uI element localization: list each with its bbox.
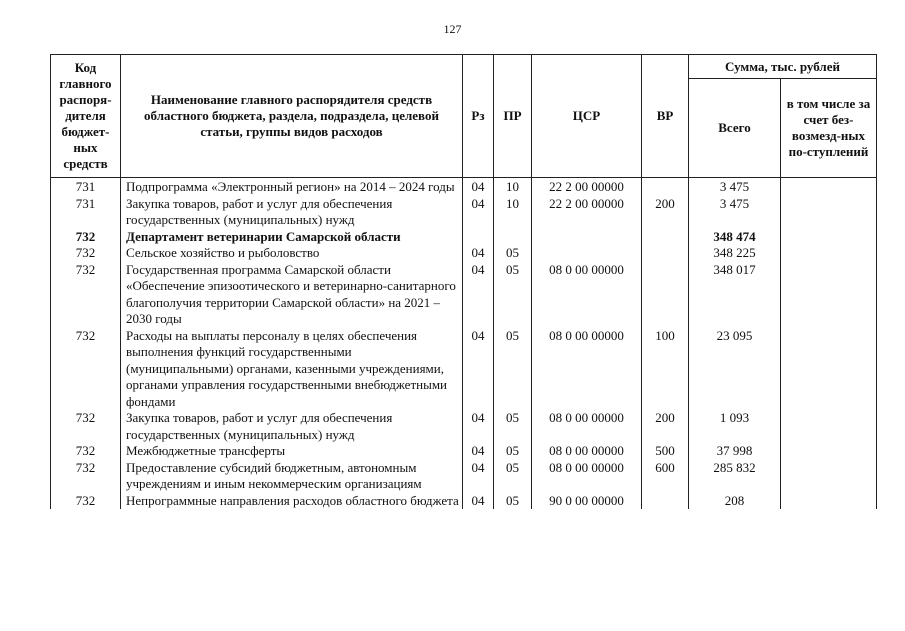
header-csr: ЦСР <box>532 55 642 178</box>
header-code: Код главного распоря-дителя бюджет-ных средств <box>51 55 121 178</box>
row-name: Сельское хозяйство и рыболовство <box>121 245 463 262</box>
row-csr: 22 2 00 00000 <box>532 196 642 229</box>
row-pr: 10 <box>494 178 532 196</box>
table-row <box>51 493 877 510</box>
row-vr <box>642 178 689 196</box>
header-pr: ПР <box>494 55 532 178</box>
row-code: 732 <box>51 410 121 443</box>
row-csr: 08 0 00 00000 <box>532 443 642 460</box>
row-pr: 05 <box>494 460 532 493</box>
row-code: 732 <box>51 443 121 460</box>
table-row <box>51 328 877 411</box>
row-csr <box>532 245 642 262</box>
row-vr: 600 <box>642 460 689 493</box>
table-row <box>51 460 877 493</box>
row-total: 37 998 <box>689 443 781 460</box>
row-code: 732 <box>51 245 121 262</box>
row-vr <box>642 229 689 246</box>
table-row <box>51 410 877 443</box>
row-vr: 100 <box>642 328 689 411</box>
row-pr: 05 <box>494 328 532 411</box>
row-vr: 200 <box>642 196 689 229</box>
row-code: 732 <box>51 460 121 493</box>
row-csr: 08 0 00 00000 <box>532 262 642 328</box>
row-name: Подпрограмма «Электронный регион» на 2014 – 2024 годы <box>121 178 463 196</box>
row-pr: 05 <box>494 410 532 443</box>
row-vr <box>642 262 689 328</box>
row-vr: 200 <box>642 410 689 443</box>
row-vr <box>642 493 689 510</box>
row-csr: 90 0 00 00000 <box>532 493 642 510</box>
row-code: 732 <box>51 328 121 411</box>
table-row <box>51 443 877 460</box>
row-vr <box>642 245 689 262</box>
row-pr: 05 <box>494 443 532 460</box>
row-pr <box>494 229 532 246</box>
row-rz: 04 <box>463 460 494 493</box>
table-row <box>51 178 877 196</box>
row-code: 732 <box>51 493 121 510</box>
header-total: Всего <box>689 79 781 178</box>
row-total: 208 <box>689 493 781 510</box>
row-code: 731 <box>51 178 121 196</box>
row-pr: 05 <box>494 493 532 510</box>
row-name: Закупка товаров, работ и услуг для обеспечения государственных (муниципальных) нужд <box>121 410 463 443</box>
row-total: 348 225 <box>689 245 781 262</box>
table-row <box>51 229 877 246</box>
row-name: Департамент ветеринарии Самарской области <box>121 229 463 246</box>
row-name: Непрограммные направления расходов областного бюджета <box>121 493 463 510</box>
header-vr: ВР <box>642 55 689 178</box>
row-incl <box>781 493 877 510</box>
row-rz: 04 <box>463 196 494 229</box>
row-incl <box>781 443 877 460</box>
row-rz: 04 <box>463 443 494 460</box>
row-name: Государственная программа Самарской области «Обеспечение эпизоотического и ветеринарно-санитарного благополучия территории Самарской области» на 2021 – 2030 годы <box>121 262 463 328</box>
row-name: Предоставление субсидий бюджетным, автономным учреждениям и иным некоммерческим организациям <box>121 460 463 493</box>
row-vr: 500 <box>642 443 689 460</box>
row-pr: 05 <box>494 245 532 262</box>
row-csr: 22 2 00 00000 <box>532 178 642 196</box>
row-pr: 05 <box>494 262 532 328</box>
row-total: 3 475 <box>689 178 781 196</box>
row-total: 1 093 <box>689 410 781 443</box>
header-incl: в том числе за счет без-возмезд-ных по-ступлений <box>781 79 877 178</box>
row-total: 348 017 <box>689 262 781 328</box>
row-incl <box>781 410 877 443</box>
row-incl <box>781 460 877 493</box>
row-code: 732 <box>51 229 121 246</box>
row-code: 732 <box>51 262 121 328</box>
row-incl <box>781 196 877 229</box>
row-code: 731 <box>51 196 121 229</box>
table-row <box>51 245 877 262</box>
row-csr: 08 0 00 00000 <box>532 328 642 411</box>
row-name: Межбюджетные трансферты <box>121 443 463 460</box>
table-body <box>51 178 877 510</box>
table-row <box>51 196 877 229</box>
row-csr <box>532 229 642 246</box>
row-rz: 04 <box>463 178 494 196</box>
row-total: 348 474 <box>689 229 781 246</box>
row-rz: 04 <box>463 245 494 262</box>
row-csr: 08 0 00 00000 <box>532 410 642 443</box>
header-rz: Рз <box>463 55 494 178</box>
row-total: 23 095 <box>689 328 781 411</box>
row-total: 285 832 <box>689 460 781 493</box>
budget-table <box>50 54 877 509</box>
table-row <box>51 262 877 328</box>
header-sum: Сумма, тыс. рублей <box>689 55 877 79</box>
page-number: 127 <box>443 22 462 36</box>
row-name: Закупка товаров, работ и услуг для обеспечения государственных (муниципальных) нужд <box>121 196 463 229</box>
header-name: Наименование главного распорядителя средств областного бюджета, раздела, подраздела, целевой статьи, группы видов расходов <box>121 55 463 178</box>
row-incl <box>781 328 877 411</box>
row-incl <box>781 262 877 328</box>
row-total: 3 475 <box>689 196 781 229</box>
row-incl <box>781 178 877 196</box>
row-rz: 04 <box>463 410 494 443</box>
row-rz <box>463 229 494 246</box>
row-name: Расходы на выплаты персоналу в целях обеспечения выполнения функций государственными (муниципальными) органами, казенными учреждениями, органами управления государственными внебюджетными фондами <box>121 328 463 411</box>
row-rz: 04 <box>463 328 494 411</box>
row-incl <box>781 245 877 262</box>
row-rz: 04 <box>463 262 494 328</box>
row-pr: 10 <box>494 196 532 229</box>
row-csr: 08 0 00 00000 <box>532 460 642 493</box>
row-incl <box>781 229 877 246</box>
row-rz: 04 <box>463 493 494 510</box>
